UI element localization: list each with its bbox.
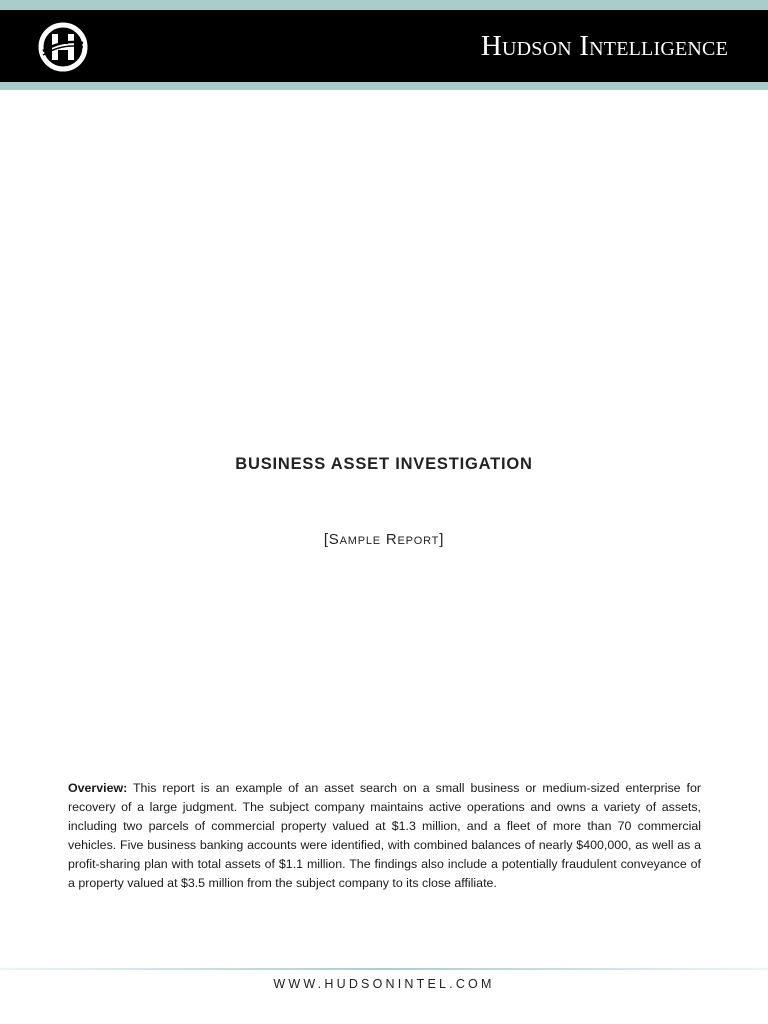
- overview-text: This report is an example of an asset search on a small business or medium-sized enterprise for recovery of a large judgment. The subject company maintains active operations and owns a variety of assets, including two parcels of commercial property valued at $1.3 million, and a fleet of more than 70 commercial vehicles. Five business banking accounts were identified, with combined balances of nearly $400,000, as well as a profit-sharing plan with total assets of $1.1 million. The findings also include a potentially fraudulent conveyance of a property valued at $3.5 million from the subject company to its close affiliate.: [68, 781, 701, 890]
- document-title: BUSINESS ASSET INVESTIGATION: [235, 455, 533, 473]
- overview-label: Overview:: [68, 781, 128, 795]
- overview-paragraph: [68, 779, 701, 893]
- document-subtitle: [0, 531, 768, 548]
- header-bottom-band: [0, 82, 768, 90]
- header-top-band: [0, 0, 768, 10]
- brand-name: Hudson Intelligence: [480, 30, 728, 62]
- footer-divider: [0, 967, 768, 971]
- subtitle-close-bracket: ]: [439, 531, 445, 548]
- footer-url[interactable]: WWW.HUDSONINTEL.COM: [273, 977, 495, 991]
- subtitle-open-bracket: [: [323, 531, 329, 548]
- hudson-h-logo-icon: [37, 21, 89, 73]
- subtitle-text: Sample Report: [328, 531, 440, 548]
